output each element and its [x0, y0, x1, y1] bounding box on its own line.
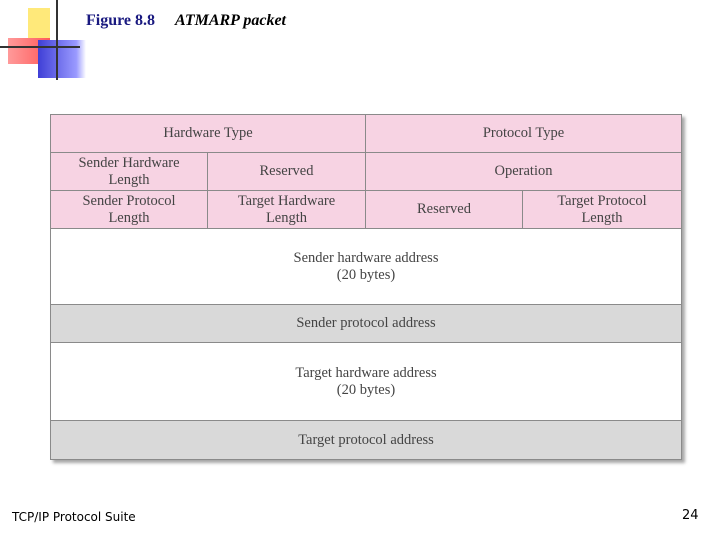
packet-row-6: [51, 343, 681, 421]
field-reserved-2: Reserved: [366, 191, 523, 229]
page-number: 24: [682, 508, 699, 523]
packet-row-1: [51, 115, 681, 153]
figure-name: ATMARP packet: [175, 12, 286, 29]
field-target-hardware-length: Target Hardware Length: [208, 191, 366, 229]
packet-row-4: [51, 229, 681, 305]
field-target-protocol-address: Target protocol address: [51, 421, 681, 459]
figure-number: Figure 8.8: [86, 12, 156, 29]
field-operation: Operation: [366, 153, 681, 191]
field-reserved-1: Reserved: [208, 153, 366, 191]
figure-title: [86, 12, 286, 30]
packet-row-7: [51, 421, 681, 459]
decor-horizontal-line: [0, 46, 80, 48]
field-hardware-type: Hardware Type: [51, 115, 366, 153]
field-sender-hardware-address: Sender hardware address (20 bytes): [51, 229, 681, 305]
packet-row-2: [51, 153, 681, 191]
field-sender-protocol-address: Sender protocol address: [51, 305, 681, 343]
footer-source: TCP/IP Protocol Suite: [12, 510, 136, 524]
field-protocol-type: Protocol Type: [366, 115, 681, 153]
packet-row-3: [51, 191, 681, 229]
packet-row-5: [51, 305, 681, 343]
atmarp-packet-diagram: [50, 114, 682, 460]
field-sender-hardware-length: Sender Hardware Length: [51, 153, 208, 191]
field-target-protocol-length: Target Protocol Length: [523, 191, 681, 229]
field-sender-protocol-length: Sender Protocol Length: [51, 191, 208, 229]
field-target-hardware-address: Target hardware address (20 bytes): [51, 343, 681, 421]
decor-vertical-line: [56, 0, 58, 80]
